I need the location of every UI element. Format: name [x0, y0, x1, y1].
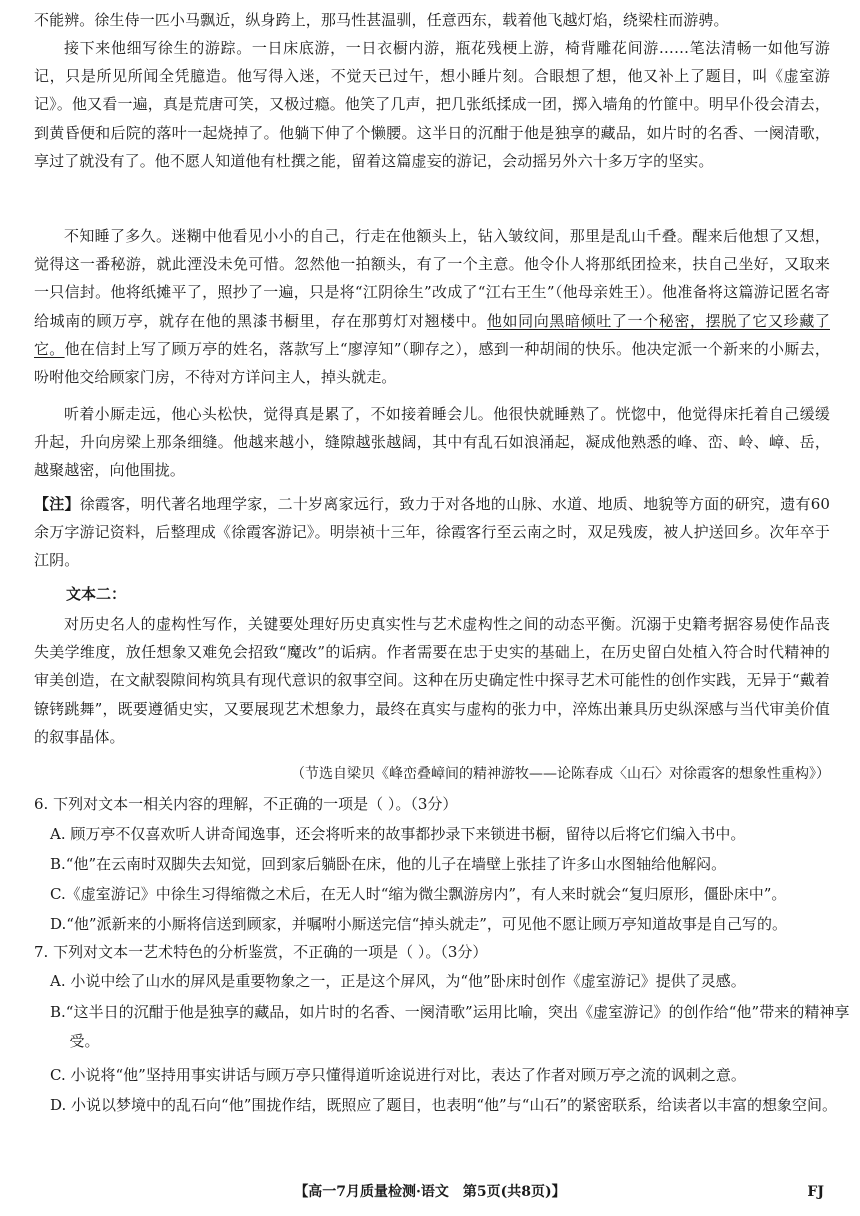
underlined-sentence: 他如同向黑暗倾吐了一个秘密，摆脱了它又珍藏了它。 [34, 311, 830, 358]
question-7-option-d: D. 小说以梦境中的乱石向“他”围拢作结，既照应了题目，也表明“他”与“山石”的紧密联系，给读者以丰富的想象空间。 [50, 1096, 838, 1114]
question-6-option-a: A. 顾万亭不仅喜欢听人讲奇闻逸事，还会将听来的故事都抄录下来锁进书橱，留待以后将它们编入书中。 [50, 825, 746, 843]
text2-heading: 文本二： [66, 585, 127, 603]
note-label: 【注】 [34, 495, 80, 513]
question-7-option-c: C. 小说将“他”坚持用事实讲话与顾万亭只懂得道听途说进行对比，表达了作者对顾万亭之流的讽刺之意。 [50, 1066, 746, 1084]
text2-body: 对历史名人的虚构性写作，关键要处理好历史真实性与艺术虚构性之间的动态平衡。沉溺于史籍考据容易使作品丧失美学维度，放任想象又难免会招致“魔改”的诟病。作者需要在忠于史实的基础上，在历史留白处植入符合时代精神的审美创造，在文献裂隙间构筑具有现代意识的叙事空间。这种在历史确定性中探寻艺术可能性的创作实践，无异于“戴着镣铐跳舞”，既要遵循史实，又要展现艺术想象力，最终在真实与虚构的张力中，淬炼出兼具历史纵深感与当代审美价值的叙事晶体。 [34, 615, 830, 746]
note-text: 徐霞客，明代著名地理学家，二十岁离家远行，致力于对各地的山脉、水道、地质、地貌等方面的研究，遗有60余万字游记资料，后整理成《徐霞客游记》。明崇祯十三年，徐霞客行至云南之时，双足残废，被人护送回乡。次年卒于江阴。 [34, 495, 831, 570]
question-7-option-b: B.“这半日的沉酣于他是独享的藏品，如片时的名香、一阕清歌”运用比喻，突出《虚室游记》的创作给“他”带来的精神享受。 [50, 1003, 850, 1050]
text2-source: （节选自梁贝《峰峦叠嶂间的精神游牧——论陈春成〈山石〉对徐霞客的想象性重构》） [291, 766, 830, 782]
question-6-option-d: D.“他”派新来的小厮将信送到顾家，并嘱咐小厮送完信“掉头就走”，可见他不愿让顾万亭知道故事是自己写的。 [50, 915, 787, 933]
question-6-option-b: B.“他”在云南时双脚失去知觉，回到家后躺卧在床，他的儿子在墙壁上张挂了许多山水图轴给他解闷。 [50, 855, 727, 873]
question-6-stem: 6. 下列对文本一相关内容的理解，不正确的一项是（ ）。（3分） [34, 795, 458, 813]
paragraph-secret-letter-part-a: 不知睡了多久。迷糊中他看见小小的自己，行走在他额头上，钻入皱纹间，那里是乱山千叠。醒来后他想了又想，觉得这一番秘游，就此湮没未免可惜。忽然他一拍额头，有了一个主意。他令仆人将那纸团捡来，扶自己坐好，又取来一只信封。他将纸摊平了，照抄了一遍，只是将“江阴徐生”改成了“江右王生”（他母亲姓王）。他准备将这篇游记匿名寄给城南的顾万亭，就存在他的黑漆书橱里，存在那剪灯对翘楼中。 [34, 227, 830, 330]
paragraph-secret-letter-part-b: 他在信封上写了顾万亭的姓名，落款写上“廖淳知”（聊存之），感到一种胡闹的快乐。他决定派一个新来的小厮去，吩咐他交给顾家门房，不待对方详问主人，掉头就走。 [34, 339, 830, 387]
question-6-option-c: C.《虚室游记》中徐生习得缩微之术后，在无人时“缩为微尘飘游房内”，有人来时就会“复归原形，僵卧床中”。 [50, 885, 787, 903]
question-7-option-a: A. 小说中绘了山水的屏风是重要物象之一，正是这个屏风，为“他”卧床时创作《虚室游记》提供了灵感。 [50, 972, 746, 990]
paragraph-travel-writing: 接下来他细写徐生的游踪。一日床底游，一日衣橱内游，瓶花残梗上游，椅背雕花间游……笔法清畅一如他写游记，只是所见所闻全凭臆造。他写得入迷，不觉天已过午，想小睡片刻。合眼想了想，他又补上了题目，叫《虚室游记》。他又看一遍，真是荒唐可笑，又极过瘾。他笑了几声，把几张纸揉成一团，掷入墙角的竹篚中。明早仆役会清去，到黄昏便和后院的落叶一起烧掉了。他躺下伸了个懒腰。这半日的沉酣于他是独享的藏品，如片时的名香、一阕清歌，享过了就没有了。他不愿人知道他有杜撰之能，留着这篇虚妄的游记，会动摇另外六十多万字的坚实。 [34, 39, 830, 170]
paragraph-dream: 听着小厮走远，他心头松快，觉得真是累了，不如接着睡会儿。他很快就睡熟了。恍惚中，他觉得床托着自己缓缓升起，升向房梁上那条细缝。他越来越小，缝隙越张越阔，其中有乱石如浪涌起，凝成他熟悉的峰、峦、岭、嶂、岳，越聚越密，向他围拢。 [34, 405, 830, 480]
paragraph-secret-letter [34, 222, 830, 391]
question-7-stem: 7. 下列对文本一艺术特色的分析鉴赏，不正确的一项是（ ）。（3分） [34, 943, 488, 961]
annotation-note [34, 490, 830, 575]
footer-code: FJ [807, 1184, 824, 1200]
paragraph-continuation: 不能辨。徐生侍一匹小马飘近，纵身跨上，那马性甚温驯，任意西东，载着他飞越灯焰，绕梁柱而游骋。 [34, 11, 729, 29]
page-footer: 【高一7月质量检测·语文 第5页(共8页)】 [294, 1184, 566, 1200]
